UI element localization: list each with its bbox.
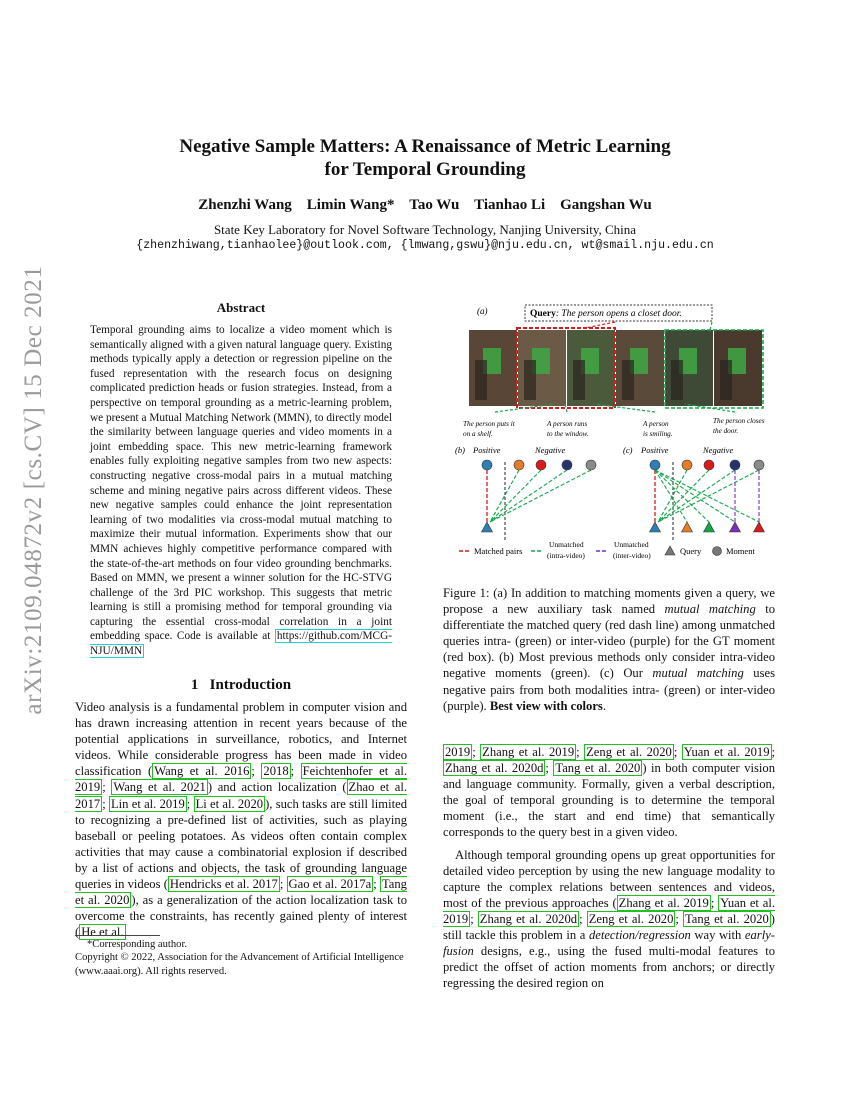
- negative-label: Negative: [703, 445, 734, 455]
- frame-person-figure: [475, 360, 487, 400]
- emphasis-text: early-fusion: [443, 928, 775, 959]
- body-text: ;: [102, 796, 109, 811]
- emphasis-text: detection/regression: [588, 928, 691, 943]
- legend-query-label: Query: [680, 546, 702, 556]
- footnote-corresponding: *Corresponding author.: [87, 939, 188, 950]
- snippet-caption: A person is smiling.: [643, 420, 673, 438]
- author-list: Zhenzhi Wang Limin Wang* Tao Wu Tianhao Li Gangshan Wu: [198, 197, 652, 213]
- body-text: ), as a generalization of the action localization task to overcome the constraints, has recently gained plenty of interest (: [75, 893, 408, 940]
- body-text: ;: [279, 877, 287, 892]
- citation-link[interactable]: Tang et al. 2020: [75, 877, 407, 908]
- negative-label: Negative: [535, 445, 566, 455]
- legend-matched-label: Matched pairs: [474, 546, 523, 556]
- snippet-caption: The person closes the door.: [713, 417, 765, 435]
- citation-link[interactable]: Gao et al. 2017a: [288, 877, 372, 892]
- citation-link[interactable]: He et al.: [81, 925, 124, 940]
- body-text: ;: [470, 911, 478, 926]
- body-text: ;: [373, 877, 380, 892]
- body-text: ;: [472, 745, 481, 759]
- citation-link[interactable]: 2018: [263, 764, 289, 779]
- figure-1: [455, 300, 785, 570]
- moment-node: [562, 460, 572, 470]
- body-text: ;: [545, 761, 554, 776]
- citation-link[interactable]: Wang et al. 2021: [113, 780, 206, 795]
- legend-unmatched-label: Unmatched: [614, 540, 649, 549]
- body-text: ;: [675, 911, 683, 926]
- frame-person-figure: [573, 360, 585, 400]
- citation-link[interactable]: Zhang et al. 2019: [482, 745, 575, 759]
- abstract-text: Temporal grounding aims to localize a video moment which is semantically aligned with a given natural language query. Existing methods typically apply a detection or regression pipeline on the fused representation with the research focus on designing complicated prediction heads or fusion strategies. Instead, from a perspective on temporal grounding as a metric-learning problem, we present a Mutual Matching Network (MMN), to directly model the similarity between language queries and video moments in a joint embedding space. This new metric-learning framework enables fully exploiting negative samples from two new aspects: constructing negative cross-modal pairs in a mutual matching scheme and mining negative pairs across different videos. These new negative samples could enhance the joint representation learning of two modalities via cross-modal mutual matching to maximize their mutual information. Experiments show that our MMN achieves highly competitive performance compared with the state-of-the-art methods on four video grounding benchmarks. Based on MMN, we present a winner solution for the HC-STVG challenge of the 3rd PIC workshop. This suggests that metric learning is still a promising method for temporal grounding via capturing the essential cross-modal correlation in a joint embedding space. Code is available at: [90, 324, 392, 643]
- moment-node: [730, 460, 740, 470]
- query-text: Query: The person opens a closet door.: [530, 309, 682, 319]
- intro-column-right: [443, 744, 775, 991]
- query-node: [754, 522, 765, 532]
- footnote-rule: [75, 935, 160, 936]
- intro-column-left: [75, 699, 407, 940]
- query-node: [730, 522, 741, 532]
- body-text: ;: [710, 895, 719, 910]
- citation-link[interactable]: Tang et al. 2020: [684, 911, 769, 926]
- legend-query-icon: [665, 546, 675, 555]
- moment-node: [536, 460, 546, 470]
- body-text: ;: [771, 745, 776, 759]
- moment-node: [586, 460, 596, 470]
- citation-link[interactable]: Lin et al. 2019: [110, 796, 185, 811]
- body-text: ;: [290, 764, 301, 779]
- citation-link[interactable]: Zeng et al. 2020: [588, 911, 674, 926]
- panel-a-label: (a): [477, 306, 488, 316]
- legend-inter-label: (inter-video): [613, 551, 651, 560]
- citation-link[interactable]: Zhao et al. 2017: [75, 780, 408, 811]
- citation-link[interactable]: Zhang et al. 2019: [618, 895, 709, 910]
- legend-moment-icon: [713, 547, 722, 556]
- body-text: way with: [690, 928, 745, 943]
- query-node: [682, 522, 693, 532]
- snippet-caption: A person runs to the window.: [547, 420, 589, 438]
- intra-negative-line: [490, 470, 541, 522]
- body-text: uses negative pairs from both modalities intra- (green) or inter-video (purple).: [443, 666, 775, 713]
- citation-link[interactable]: Li et al. 2020: [195, 796, 264, 811]
- body-text: Video analysis is a fundamental problem in computer vision and has drawn increasing attention in recent years because of the potential applications in surveillance, robotics, and Internet videos. While considerable progress has been made in video classification (: [75, 700, 407, 779]
- bold-text: Best view with colors: [489, 698, 603, 713]
- citation-link[interactable]: 2019: [445, 745, 471, 759]
- emphasis-text: mutual matching: [652, 666, 744, 681]
- frame-person-figure: [524, 360, 536, 400]
- positive-label: Positive: [641, 445, 669, 455]
- figure-caption: [443, 585, 775, 714]
- frame-person-figure: [671, 360, 683, 400]
- body-text: ;: [186, 796, 194, 811]
- paper-title-line1: Negative Sample Matters: A Renaissance of Metric Learning: [179, 136, 671, 157]
- citation-link[interactable]: Yuan et al. 2019: [443, 895, 775, 926]
- moment-node: [650, 460, 660, 470]
- moment-node: [514, 460, 524, 470]
- citation-link[interactable]: Zhang et al. 2020d: [445, 761, 544, 776]
- body-text: to differentiate the matched query (red dash line) among unmatched queries intra- (green) or inter-video (purple) for the GT moment (red box). (b) Most previous methods only consider intra-video negative moments (green). (c) Our: [443, 602, 775, 681]
- paper-title-line2: for Temporal Grounding: [324, 159, 526, 180]
- body-text: ;: [102, 780, 112, 795]
- body-text: ;: [251, 764, 262, 779]
- panel-label: (c): [623, 445, 633, 455]
- citation-link[interactable]: Feichtenhofer et al. 2019: [75, 764, 407, 795]
- citation-link[interactable]: Tang et al. 2020: [555, 761, 641, 776]
- emphasis-text: mutual matching: [664, 602, 756, 617]
- legend-unmatched-label: Unmatched: [549, 540, 584, 549]
- affiliation: State Key Laboratory for Novel Software Technology, Nanjing University, China: [213, 222, 637, 237]
- body-text: ;: [579, 911, 587, 926]
- body-text: ) in both computer vision and language community. Formally, given a verbal description, the goal of temporal grounding is to determine the temporal moment (i.e., the start and end time) that semantically corresponds to the query best in a given video.: [443, 761, 775, 840]
- citation-link[interactable]: Yuan et al. 2019: [683, 745, 770, 759]
- positive-label: Positive: [473, 445, 501, 455]
- snippet-caption: The person puts it on a shelf.: [463, 420, 515, 438]
- query-node: [482, 522, 493, 532]
- citation-link[interactable]: Zhang et al. 2020d: [479, 911, 578, 926]
- citation-link[interactable]: Hendricks et al. 2017: [169, 877, 278, 892]
- abstract-heading: Abstract: [216, 300, 266, 315]
- body-text: Although temporal grounding opens up great opportunities for detailed video perception by using the new language modality to capture the complex relations between sentences and videos, most of the previous approaches (: [443, 847, 775, 910]
- intra-negative-line: [658, 470, 709, 522]
- query-node: [704, 522, 715, 532]
- body-text: .: [602, 698, 606, 713]
- copyright-notice: Copyright © 2022, Association for the Advancement of Artificial Intelligence (www.aaai.org). All rights reserved.: [75, 952, 404, 977]
- arxiv-side-stamp: arXiv:2109.04872v2 [cs.CV] 15 Dec 2021: [20, 265, 47, 715]
- citation-link[interactable]: Zeng et al. 2020: [586, 745, 672, 759]
- legend-moment-label: Moment: [726, 546, 755, 556]
- moment-node: [482, 460, 492, 470]
- moment-node: [704, 460, 714, 470]
- email-list: {zhenzhiwang,tianhaolee}@outlook.com, {lmwang,gswu}@nju.edu.cn, wt@smail.nju.edu.cn: [136, 239, 714, 252]
- frame-person-figure: [622, 360, 634, 400]
- body-text: designs, e.g., using the fused multi-modal features to predict the offset of action moments from anchors; or directly regressing the desired region on: [443, 944, 775, 991]
- moment-node: [754, 460, 764, 470]
- query-node: [650, 522, 661, 532]
- frame-person-figure: [720, 360, 732, 400]
- intra-negative-line: [490, 470, 567, 522]
- code-link[interactable]: https://github.com/MCG-NJU/MMN: [90, 630, 392, 658]
- body-text: Figure 1: (a) In addition to matching moments given a query, we propose a new auxiliary task named: [443, 586, 775, 617]
- section-heading: 1 Introduction: [190, 677, 292, 693]
- legend-intra-label: (intra-video): [547, 551, 585, 560]
- footnotes: [75, 938, 407, 978]
- body-text: ;: [576, 745, 585, 759]
- body-text: ;: [673, 745, 682, 759]
- panel-label: (b): [455, 445, 465, 455]
- query-link-line: [710, 322, 712, 330]
- body-text: ), such tasks are still limited to recognizing a pre-defined list of activities, such as playing baseball or peeling potatoes. As videos often contain complex activities that may cause a combinatorial explosion if described by a list of actions and objects, the task of grounding language queries in videos (: [75, 796, 407, 892]
- citation-link[interactable]: Wang et al. 2016: [154, 764, 250, 779]
- body-text: ) and action localization (: [207, 780, 347, 795]
- moment-node: [682, 460, 692, 470]
- body-text: ) still tackle this problem in a: [443, 911, 775, 943]
- abstract-body: [90, 323, 392, 659]
